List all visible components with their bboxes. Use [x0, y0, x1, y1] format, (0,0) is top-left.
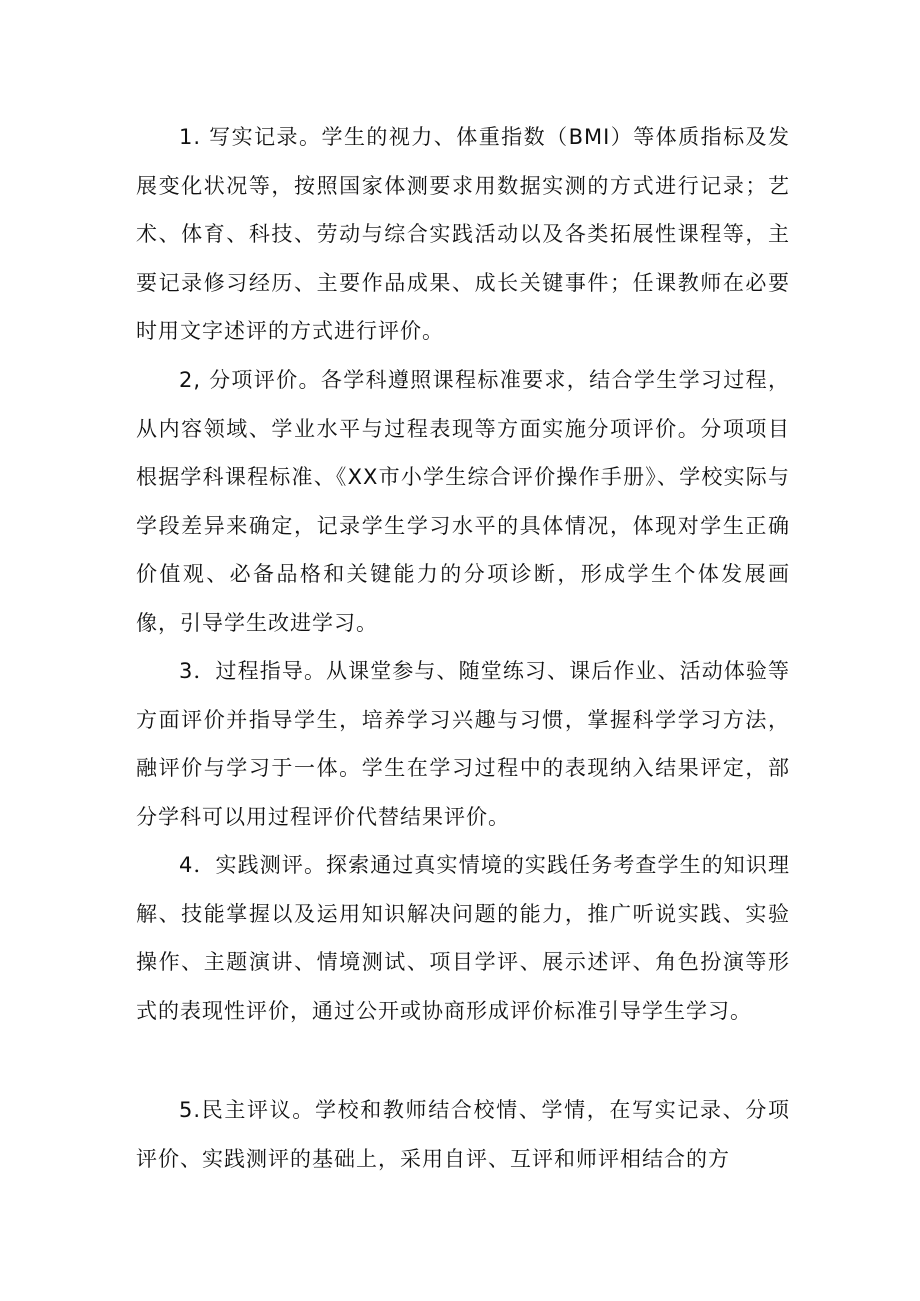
paragraph-democratic-review: 5.民主评议。学校和教师结合校情、学情，在写实记录、分项评价、实践测评的基础上，采用自评、互评和师评相结合的方: [136, 1098, 790, 1171]
paragraph-process-guidance: 3．过程指导。从课堂参与、随堂练习、课后作业、活动体验等方面评价并指导学生，培养学习兴趣与习惯，掌握科学学习方法，融评价与学习于一体。学生在学习过程中的表现纳入结果评定，部分学科可以用过程评价代替结果评价。: [136, 659, 790, 829]
paragraph-realistic-record: 1. 写实记录。学生的视力、体重指数（BMI）等体质指标及发展变化状况等，按照国家体测要求用数据实测的方式进行记录；艺术、体育、科技、劳动与综合实践活动以及各类拓展性课程等，主要记录修习经历、主要作品成果、成长关键事件；任课教师在必要时用文字述评的方式进行评价。: [136, 125, 790, 343]
paragraph-practice-assessment: 4．实践测评。探索通过真实情境的实践任务考查学生的知识理解、技能掌握以及运用知识解决问题的能力，推广听说实践、实验操作、主题演讲、情境测试、项目学评、展示述评、角色扮演等形式的表现性评价，通过公开或协商形成评价标准引导学生学习。: [136, 853, 790, 1023]
paragraph-itemized-evaluation: 2, 分项评价。各学科遵照课程标准要求，结合学生学习过程，从内容领域、学业水平与过程表现等方面实施分项评价。分项项目根据学科课程标准、《XX市小学生综合评价操作手册》、学校实际与学段差异来确定，记录学生学习水平的具体情况，体现对学生正确价值观、必备品格和关键能力的分项诊断，形成学生个体发展画像，引导学生改进学习。: [136, 368, 790, 635]
